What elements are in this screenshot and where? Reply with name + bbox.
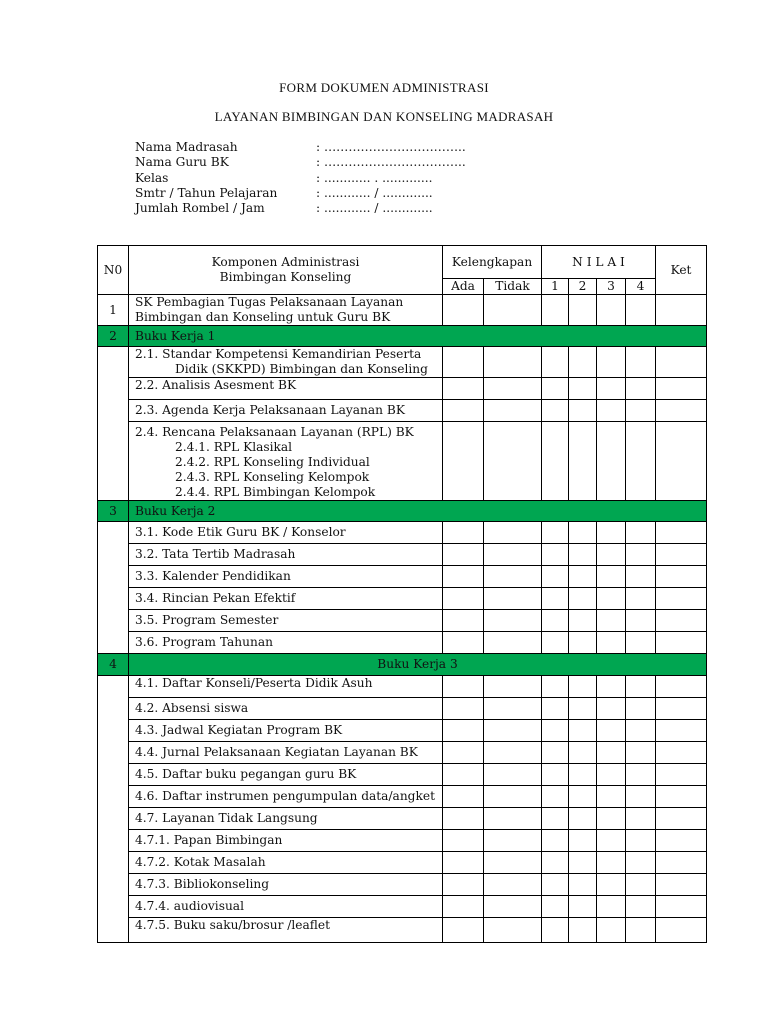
table-row (98, 610, 707, 632)
cell-ket[interactable] (656, 544, 707, 566)
cell-ket[interactable] (656, 918, 707, 943)
header-komponen (129, 246, 443, 295)
row-label: 3.3. Kalender Pendidikan (129, 566, 443, 588)
row-label (129, 295, 443, 326)
cell-tidak[interactable] (484, 632, 542, 654)
table-row (98, 378, 707, 400)
cell-ada[interactable] (443, 295, 484, 326)
cell-nilai-4[interactable] (626, 830, 656, 852)
cell-nilai-4[interactable] (626, 566, 656, 588)
header-tidak: Tidak (484, 279, 542, 295)
cell-nilai-1[interactable] (542, 764, 569, 786)
cell-nilai-4[interactable] (626, 852, 656, 874)
cell-nilai-2[interactable] (569, 720, 597, 742)
cell-nilai-2[interactable] (569, 698, 597, 720)
table-row (98, 852, 707, 874)
cell-ket[interactable] (656, 874, 707, 896)
cell-ket[interactable] (656, 698, 707, 720)
header-no: N0 (98, 246, 129, 295)
row-label: 4.3. Jadwal Kegiatan Program BK (129, 720, 443, 742)
table-row (98, 896, 707, 918)
cell-ket[interactable] (656, 632, 707, 654)
section-label: Buku Kerja 3 (129, 654, 707, 676)
row-label: 4.2. Absensi siswa (129, 698, 443, 720)
row-label: 4.6. Daftar instrumen pengumpulan data/angket (129, 786, 443, 808)
table-header-row (98, 246, 707, 279)
row-label: 3.4. Rincian Pekan Efektif (129, 588, 443, 610)
cell-ada[interactable] (443, 918, 484, 943)
cell-tidak[interactable] (484, 295, 542, 326)
table-row (98, 808, 707, 830)
row-label: 3.1. Kode Etik Guru BK / Konselor (129, 522, 443, 544)
row-label: 3.5. Program Semester (129, 610, 443, 632)
cell-ket[interactable] (656, 566, 707, 588)
field-value[interactable]: : …………………………….. (316, 155, 466, 170)
cell-nilai-4[interactable] (626, 874, 656, 896)
cell-nilai-1[interactable] (542, 896, 569, 918)
cell-nilai-3[interactable] (597, 830, 626, 852)
cell-tidak[interactable] (484, 786, 542, 808)
row-number (98, 347, 129, 501)
row-label: 4.5. Daftar buku pegangan guru BK (129, 764, 443, 786)
cell-ket[interactable] (656, 896, 707, 918)
cell-nilai-3[interactable] (597, 786, 626, 808)
cell-ket[interactable] (656, 295, 707, 326)
cell-nilai-3[interactable] (597, 698, 626, 720)
cell-nilai-4[interactable] (626, 295, 656, 326)
cell-nilai-1[interactable] (542, 610, 569, 632)
cell-ket[interactable] (656, 852, 707, 874)
cell-nilai-2[interactable] (569, 522, 597, 544)
cell-ket[interactable] (656, 676, 707, 698)
cell-tidak[interactable] (484, 764, 542, 786)
row-label-line: 2.4.1. RPL Klasikal (175, 440, 293, 454)
cell-nilai-1[interactable] (542, 588, 569, 610)
cell-nilai-2[interactable] (569, 400, 597, 422)
cell-nilai-3[interactable] (597, 610, 626, 632)
cell-nilai-4[interactable] (626, 698, 656, 720)
table-row (98, 830, 707, 852)
cell-tidak[interactable] (484, 852, 542, 874)
cell-nilai-3[interactable] (597, 742, 626, 764)
field-kelas[interactable] (135, 171, 466, 186)
cell-nilai-4[interactable] (626, 918, 656, 943)
cell-nilai-3[interactable] (597, 918, 626, 943)
cell-nilai-1[interactable] (542, 400, 569, 422)
table-row (98, 786, 707, 808)
cell-nilai-2[interactable] (569, 918, 597, 943)
table-row (98, 742, 707, 764)
cell-ada[interactable] (443, 347, 484, 378)
cell-nilai-4[interactable] (626, 610, 656, 632)
field-label: Kelas (135, 170, 169, 185)
cell-tidak[interactable] (484, 808, 542, 830)
cell-tidak[interactable] (484, 422, 542, 501)
cell-nilai-1[interactable] (542, 830, 569, 852)
row-label: 2.2. Analisis Asesment BK (129, 378, 443, 400)
row-label (129, 422, 443, 501)
table-row (98, 295, 707, 326)
section-label: Buku Kerja 1 (129, 326, 707, 347)
section-number: 2 (98, 326, 129, 347)
row-label: 3.6. Program Tahunan (129, 632, 443, 654)
cell-ket[interactable] (656, 588, 707, 610)
row-label: 2.3. Agenda Kerja Pelaksanaan Layanan BK (129, 400, 443, 422)
row-label-line: Didik (SKKPD) Bimbingan dan Konseling (175, 362, 428, 376)
cell-tidak[interactable] (484, 830, 542, 852)
row-number (98, 522, 129, 654)
cell-ada[interactable] (443, 400, 484, 422)
cell-ada[interactable] (443, 676, 484, 698)
cell-nilai-1[interactable] (542, 852, 569, 874)
cell-nilai-3[interactable] (597, 347, 626, 378)
cell-nilai-3[interactable] (597, 896, 626, 918)
cell-nilai-1[interactable] (542, 698, 569, 720)
cell-ket[interactable] (656, 422, 707, 501)
header-komponen-line1: Komponen Administrasi (211, 255, 360, 269)
cell-ada[interactable] (443, 566, 484, 588)
cell-nilai-2[interactable] (569, 808, 597, 830)
cell-ada[interactable] (443, 808, 484, 830)
cell-nilai-1[interactable] (542, 347, 569, 378)
cell-tidak[interactable] (484, 742, 542, 764)
cell-nilai-3[interactable] (597, 588, 626, 610)
cell-nilai-1[interactable] (542, 295, 569, 326)
header-komponen-line2: Bimbingan Konseling (219, 270, 352, 284)
cell-nilai-1[interactable] (542, 378, 569, 400)
table-row (98, 422, 707, 501)
cell-nilai-4[interactable] (626, 764, 656, 786)
cell-nilai-3[interactable] (597, 566, 626, 588)
cell-nilai-1[interactable] (542, 874, 569, 896)
field-label: Jumlah Rombel / Jam (135, 201, 265, 216)
cell-tidak[interactable] (484, 347, 542, 378)
row-label: 4.7.5. Buku saku/brosur /leaflet (129, 918, 443, 943)
header-ket: Ket (656, 246, 707, 295)
cell-nilai-2[interactable] (569, 610, 597, 632)
cell-ada[interactable] (443, 896, 484, 918)
cell-nilai-4[interactable] (626, 588, 656, 610)
cell-nilai-3[interactable] (597, 632, 626, 654)
table-row (98, 874, 707, 896)
row-label-line: 2.4.3. RPL Konseling Kelompok (175, 470, 370, 484)
table-row (98, 400, 707, 422)
cell-tidak[interactable] (484, 874, 542, 896)
cell-tidak[interactable] (484, 610, 542, 632)
cell-ada[interactable] (443, 610, 484, 632)
cell-ada[interactable] (443, 632, 484, 654)
identity-fields (135, 140, 466, 216)
cell-nilai-1[interactable] (542, 632, 569, 654)
cell-ket[interactable] (656, 720, 707, 742)
row-label: 3.2. Tata Tertib Madrasah (129, 544, 443, 566)
row-label-line: Bimbingan dan Konseling untuk Guru BK (135, 310, 391, 324)
cell-nilai-3[interactable] (597, 808, 626, 830)
field-value[interactable]: : ............ . ............. (316, 170, 433, 185)
cell-nilai-1[interactable] (542, 720, 569, 742)
field-label: Smtr / Tahun Pelajaran (135, 185, 278, 200)
field-value[interactable]: : ............ / ............. (316, 185, 433, 200)
cell-ada[interactable] (443, 852, 484, 874)
cell-ada[interactable] (443, 422, 484, 501)
cell-nilai-1[interactable] (542, 742, 569, 764)
field-label: Nama Madrasah (135, 140, 238, 154)
cell-nilai-4[interactable] (626, 422, 656, 501)
cell-ada[interactable] (443, 698, 484, 720)
row-label: 4.4. Jurnal Pelaksanaan Kegiatan Layanan BK (129, 742, 443, 764)
row-label-line: 2.1. Standar Kompetensi Kemandirian Peserta (135, 347, 422, 361)
cell-nilai-3[interactable] (597, 422, 626, 501)
row-label: 4.1. Daftar Konseli/Peserta Didik Asuh (129, 676, 443, 698)
cell-nilai-1[interactable] (542, 566, 569, 588)
cell-nilai-2[interactable] (569, 632, 597, 654)
cell-tidak[interactable] (484, 720, 542, 742)
section-number: 3 (98, 501, 129, 522)
table-row (98, 566, 707, 588)
cell-nilai-2[interactable] (569, 422, 597, 501)
cell-nilai-2[interactable] (569, 786, 597, 808)
cell-nilai-2[interactable] (569, 295, 597, 326)
cell-nilai-2[interactable] (569, 566, 597, 588)
cell-nilai-4[interactable] (626, 347, 656, 378)
row-label-line: 2.4.2. RPL Konseling Individual (175, 455, 370, 469)
form-title: FORM DOKUMEN ADMINISTRASI (279, 80, 489, 95)
table-row (98, 698, 707, 720)
cell-nilai-2[interactable] (569, 852, 597, 874)
cell-ket[interactable] (656, 522, 707, 544)
cell-nilai-3[interactable] (597, 400, 626, 422)
cell-tidak[interactable] (484, 566, 542, 588)
table-row (98, 544, 707, 566)
cell-nilai-2[interactable] (569, 588, 597, 610)
cell-tidak[interactable] (484, 400, 542, 422)
cell-nilai-2[interactable] (569, 676, 597, 698)
cell-nilai-4[interactable] (626, 378, 656, 400)
row-number (98, 676, 129, 943)
cell-nilai-1[interactable] (542, 522, 569, 544)
cell-ada[interactable] (443, 378, 484, 400)
header-nilai-2: 2 (569, 279, 597, 295)
cell-nilai-4[interactable] (626, 742, 656, 764)
table-row (98, 764, 707, 786)
cell-nilai-1[interactable] (542, 544, 569, 566)
cell-tidak[interactable] (484, 378, 542, 400)
cell-nilai-3[interactable] (597, 544, 626, 566)
row-label: 4.7.4. audiovisual (129, 896, 443, 918)
header-nilai-4: 4 (626, 279, 656, 295)
row-label (129, 347, 443, 378)
field-nama-madrasah[interactable] (135, 140, 466, 155)
section-row (98, 501, 707, 522)
cell-nilai-1[interactable] (542, 676, 569, 698)
cell-nilai-1[interactable] (542, 808, 569, 830)
cell-ket[interactable] (656, 742, 707, 764)
field-value[interactable]: : …………………………….. (316, 140, 466, 154)
cell-tidak[interactable] (484, 896, 542, 918)
row-label: 4.7.1. Papan Bimbingan (129, 830, 443, 852)
cell-ket[interactable] (656, 610, 707, 632)
cell-nilai-2[interactable] (569, 347, 597, 378)
table-row (98, 522, 707, 544)
cell-tidak[interactable] (484, 522, 542, 544)
cell-nilai-4[interactable] (626, 808, 656, 830)
section-row (98, 326, 707, 347)
cell-ket[interactable] (656, 378, 707, 400)
row-label-line: SK Pembagian Tugas Pelaksanaan Layanan (135, 295, 404, 309)
row-label-line: 2.4. Rencana Pelaksanaan Layanan (RPL) BK (135, 425, 414, 439)
cell-ada[interactable] (443, 720, 484, 742)
cell-nilai-4[interactable] (626, 676, 656, 698)
field-label: Nama Guru BK (135, 155, 229, 170)
cell-nilai-3[interactable] (597, 522, 626, 544)
cell-ket[interactable] (656, 786, 707, 808)
cell-nilai-1[interactable] (542, 422, 569, 501)
cell-tidak[interactable] (484, 588, 542, 610)
cell-ket[interactable] (656, 347, 707, 378)
header-nilai-3: 3 (597, 279, 626, 295)
cell-nilai-2[interactable] (569, 874, 597, 896)
cell-ada[interactable] (443, 588, 484, 610)
cell-nilai-2[interactable] (569, 830, 597, 852)
cell-nilai-3[interactable] (597, 295, 626, 326)
table-row (98, 918, 707, 943)
field-rombel-jam[interactable] (135, 201, 466, 216)
cell-nilai-2[interactable] (569, 544, 597, 566)
cell-nilai-1[interactable] (542, 918, 569, 943)
cell-ada[interactable] (443, 874, 484, 896)
cell-ada[interactable] (443, 764, 484, 786)
section-number: 4 (98, 654, 129, 676)
cell-nilai-2[interactable] (569, 378, 597, 400)
field-semester-tahun[interactable] (135, 186, 466, 201)
form-subtitle: LAYANAN BIMBINGAN DAN KONSELING MADRASAH (214, 109, 554, 124)
cell-nilai-3[interactable] (597, 676, 626, 698)
field-value[interactable]: : ............ / ............. (316, 201, 433, 216)
administration-table (97, 245, 707, 943)
cell-ada[interactable] (443, 830, 484, 852)
row-label-line: 2.4.4. RPL Bimbingan Kelompok (175, 485, 376, 499)
table-row (98, 676, 707, 698)
cell-nilai-4[interactable] (626, 544, 656, 566)
cell-nilai-2[interactable] (569, 742, 597, 764)
cell-ada[interactable] (443, 522, 484, 544)
cell-tidak[interactable] (484, 544, 542, 566)
row-number: 1 (98, 295, 129, 326)
cell-nilai-3[interactable] (597, 378, 626, 400)
header-ada: Ada (443, 279, 484, 295)
cell-ada[interactable] (443, 742, 484, 764)
header-nilai: N I L A I (542, 246, 656, 279)
cell-ket[interactable] (656, 808, 707, 830)
cell-ada[interactable] (443, 786, 484, 808)
section-row (98, 654, 707, 676)
header-kelengkapan: Kelengkapan (443, 246, 542, 279)
cell-nilai-1[interactable] (542, 786, 569, 808)
cell-tidak[interactable] (484, 918, 542, 943)
cell-nilai-3[interactable] (597, 852, 626, 874)
cell-tidak[interactable] (484, 698, 542, 720)
cell-nilai-4[interactable] (626, 400, 656, 422)
row-label: 4.7.3. Bibliokonseling (129, 874, 443, 896)
cell-nilai-4[interactable] (626, 632, 656, 654)
table-row (98, 588, 707, 610)
cell-nilai-4[interactable] (626, 786, 656, 808)
table-row (98, 720, 707, 742)
cell-nilai-4[interactable] (626, 720, 656, 742)
cell-nilai-3[interactable] (597, 764, 626, 786)
row-label: 4.7. Layanan Tidak Langsung (129, 808, 443, 830)
cell-ada[interactable] (443, 544, 484, 566)
cell-tidak[interactable] (484, 676, 542, 698)
cell-ket[interactable] (656, 764, 707, 786)
cell-nilai-3[interactable] (597, 720, 626, 742)
cell-nilai-3[interactable] (597, 874, 626, 896)
cell-ket[interactable] (656, 830, 707, 852)
table-row (98, 632, 707, 654)
cell-ket[interactable] (656, 400, 707, 422)
row-label: 4.7.2. Kotak Masalah (129, 852, 443, 874)
header-nilai-1: 1 (542, 279, 569, 295)
cell-nilai-2[interactable] (569, 764, 597, 786)
cell-nilai-2[interactable] (569, 896, 597, 918)
field-nama-guru[interactable] (135, 155, 466, 170)
section-label: Buku Kerja 2 (129, 501, 707, 522)
cell-nilai-4[interactable] (626, 896, 656, 918)
table-row (98, 347, 707, 378)
cell-nilai-4[interactable] (626, 522, 656, 544)
